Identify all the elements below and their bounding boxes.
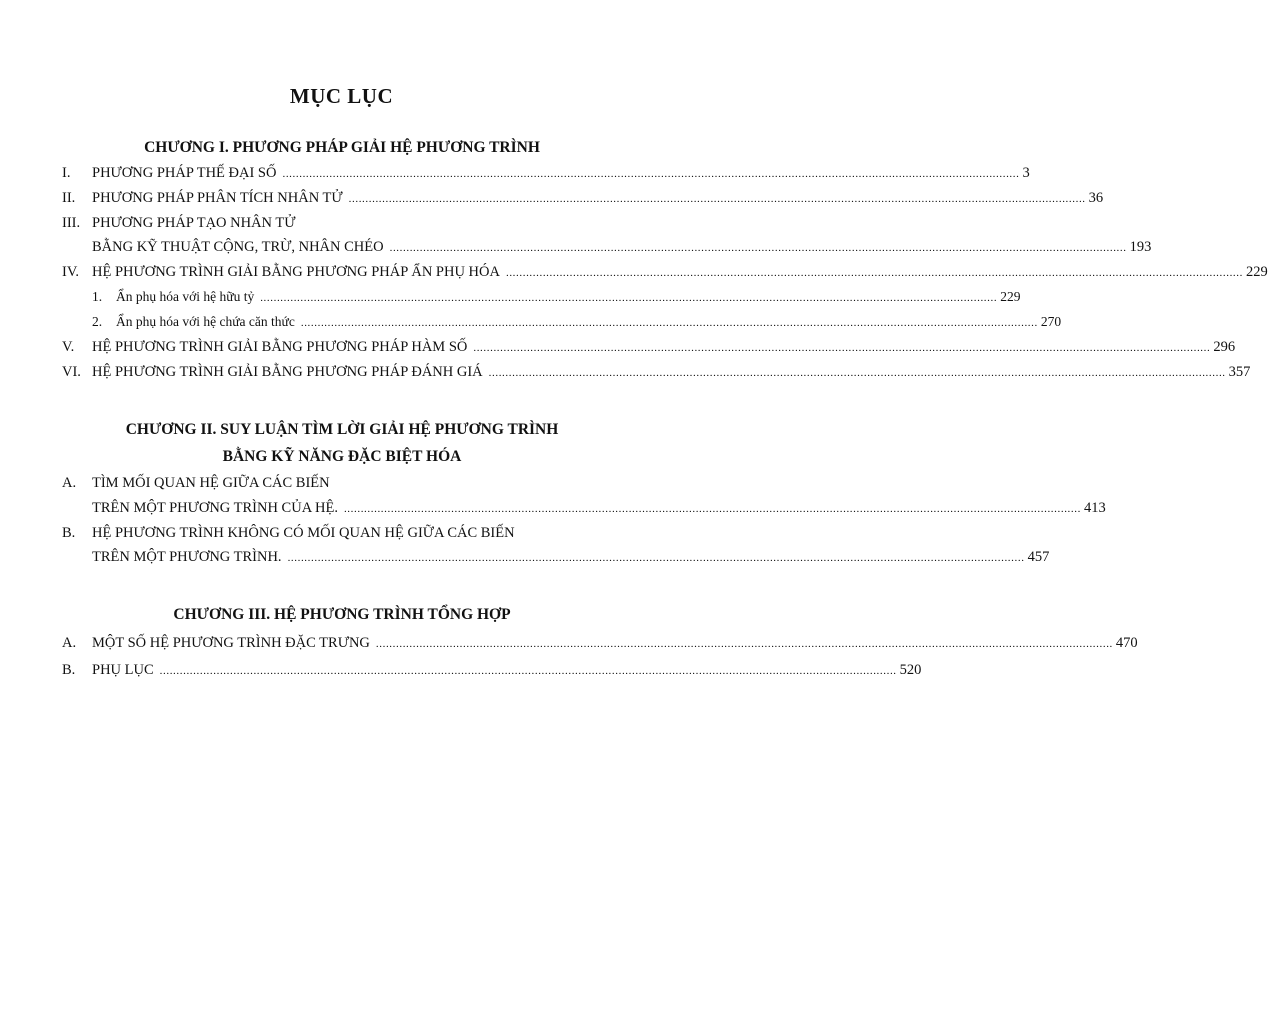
dot-leader: ............................................................................................................................................................................................................................ (505, 267, 1243, 279)
entry-number: V. (62, 339, 75, 355)
entry-number: 1. (92, 289, 103, 304)
toc-subentry-1-4-2[interactable] (62, 311, 1062, 333)
entry-title: PHƯƠNG PHÁP THẾ ĐẠI SỐ (92, 165, 277, 181)
toc-entry-2-b[interactable] (62, 522, 620, 544)
entry-page-number: 413 (1083, 500, 1106, 516)
dot-leader: ............................................................................................................................................................................................................................ (488, 367, 1226, 379)
dot-leader: ............................................................................................................................................................................................................................ (159, 665, 897, 677)
entry-title: HỆ PHƯƠNG TRÌNH GIẢI BẰNG PHƯƠNG PHÁP ĐÁNH GIÁ (92, 364, 483, 380)
entry-title: PHỤ LỤC (92, 662, 154, 678)
entry-page-number: 229 (1245, 264, 1268, 280)
entry-title: PHƯƠNG PHÁP TẠO NHÂN TỬ (92, 215, 296, 231)
entry-page-number: 520 (899, 662, 922, 678)
entry-page-number: 36 (1088, 190, 1104, 206)
chapter-3-heading: CHƯƠNG III. HỆ PHƯƠNG TRÌNH TỔNG HỢP (173, 606, 511, 623)
toc-entry-1-3[interactable] (62, 212, 620, 234)
entry-number: B. (62, 662, 76, 678)
chapter-2-heading: CHƯƠNG II. SUY LUẬN TÌM LỜI GIẢI HỆ PHƯƠNG TRÌNH (125, 421, 559, 438)
page-title: MỤC LỤC (289, 84, 394, 108)
dot-leader: ............................................................................................................................................................................................................................ (260, 292, 998, 304)
entry-page-number: 470 (1115, 635, 1138, 651)
toc-entry-3-b[interactable] (62, 659, 922, 681)
dot-leader: ............................................................................................................................................................................................................................ (473, 342, 1211, 354)
toc-entry-2-b-continued[interactable] (62, 546, 1050, 568)
entry-title: PHƯƠNG PHÁP PHÂN TÍCH NHÂN TỬ (92, 190, 343, 206)
entry-page-number: 296 (1213, 339, 1236, 355)
chapter-1-heading: CHƯƠNG I. PHƯƠNG PHÁP GIẢI HỆ PHƯƠNG TRÌNH (144, 139, 540, 156)
entry-number: III. (62, 215, 81, 231)
toc-entry-2-a-continued[interactable] (62, 497, 1106, 519)
chapter-2-heading-line-2: BẰNG KỸ NĂNG ĐẶC BIỆT HÓA (222, 448, 462, 465)
entry-number: IV. (62, 264, 80, 280)
entry-page-number: 457 (1027, 549, 1050, 565)
entry-number: 2. (92, 314, 103, 329)
entry-title: BẰNG KỸ THUẬT CỘNG, TRỪ, NHÂN CHÉO (92, 239, 384, 255)
toc-entry-1-4[interactable] (62, 261, 1268, 283)
entry-page-number: 270 (1040, 314, 1062, 329)
toc-entry-1-6[interactable] (62, 361, 1251, 383)
toc-entry-1-2[interactable] (62, 187, 1104, 209)
toc-entry-3-a[interactable] (62, 632, 1138, 654)
dot-leader: ............................................................................................................................................................................................................................ (348, 193, 1086, 205)
entry-number: B. (62, 525, 76, 541)
toc-entry-1-5[interactable] (62, 336, 1236, 358)
entry-page-number: 357 (1228, 364, 1251, 380)
entry-page-number: 193 (1129, 239, 1152, 255)
toc-entry-1-1[interactable] (62, 162, 1030, 184)
dot-leader: ............................................................................................................................................................................................................................ (343, 503, 1081, 515)
entry-title: HỆ PHƯƠNG TRÌNH GIẢI BẰNG PHƯƠNG PHÁP ẨN PHỤ HÓA (92, 264, 500, 280)
entry-page-number: 3 (1022, 165, 1030, 181)
toc-subentry-1-4-1[interactable] (62, 286, 1021, 308)
entry-title: HỆ PHƯƠNG TRÌNH GIẢI BẰNG PHƯƠNG PHÁP HÀM SỐ (92, 339, 468, 355)
entry-title: HỆ PHƯƠNG TRÌNH KHÔNG CÓ MỐI QUAN HỆ GIỮA CÁC BIẾN (92, 525, 515, 541)
entry-number: A. (62, 635, 77, 651)
entry-title: TÌM MỐI QUAN HỆ GIỮA CÁC BIẾN (92, 475, 330, 491)
entry-title: Ẩn phụ hóa với hệ chứa căn thức (116, 314, 295, 329)
dot-leader: ............................................................................................................................................................................................................................ (389, 242, 1127, 254)
entry-number: A. (62, 475, 77, 491)
dot-leader: ............................................................................................................................................................................................................................ (282, 168, 1020, 180)
entry-title: TRÊN MỘT PHƯƠNG TRÌNH. (92, 549, 282, 565)
entry-title: MỘT SỐ HỆ PHƯƠNG TRÌNH ĐẶC TRƯNG (92, 635, 370, 651)
dot-leader: ............................................................................................................................................................................................................................ (300, 317, 1038, 329)
dot-leader: ............................................................................................................................................................................................................................ (375, 638, 1113, 650)
entry-page-number: 229 (1000, 289, 1021, 304)
toc-entry-2-a[interactable] (62, 472, 620, 494)
entry-number: II. (62, 190, 76, 206)
toc-entry-1-3-continued[interactable] (62, 236, 1152, 258)
entry-title: TRÊN MỘT PHƯƠNG TRÌNH CỦA HỆ. (92, 500, 338, 516)
entry-number: I. (62, 165, 71, 181)
entry-title: Ẩn phụ hóa với hệ hữu tỷ (116, 289, 255, 304)
dot-leader: ............................................................................................................................................................................................................................ (287, 552, 1025, 564)
entry-number: VI. (62, 364, 81, 380)
